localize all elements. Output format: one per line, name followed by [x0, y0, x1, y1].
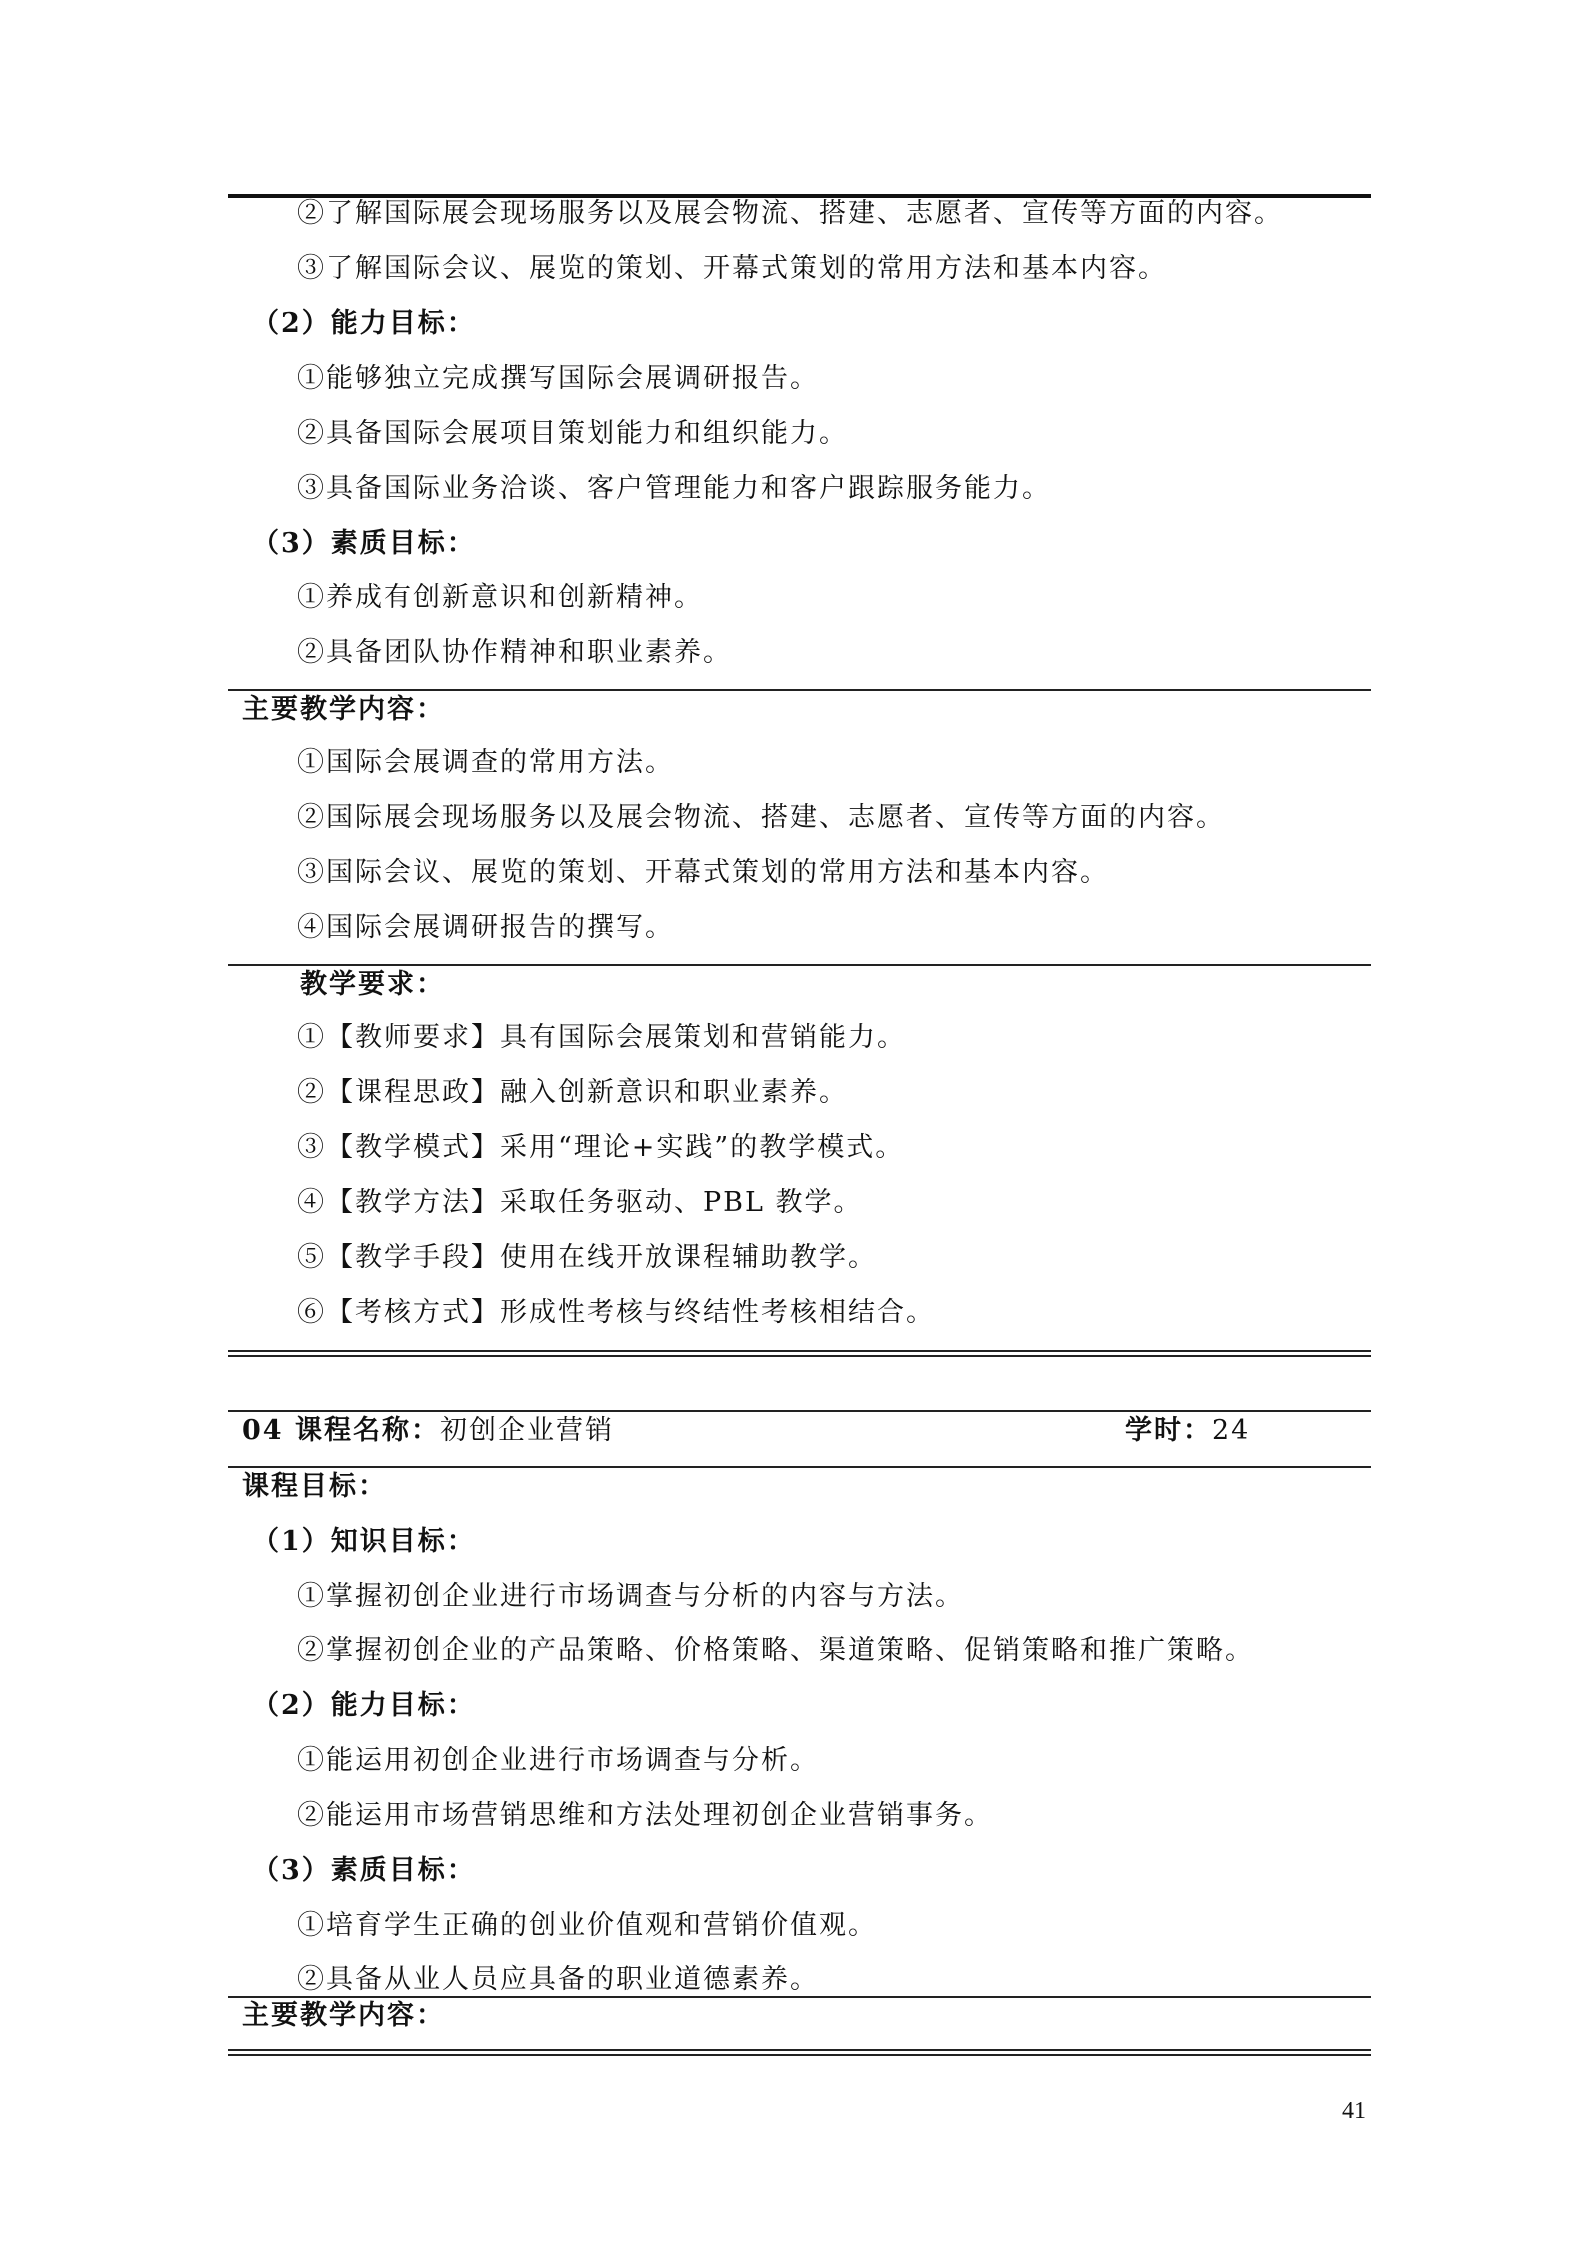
table-bottom-border [228, 2049, 1371, 2056]
content-heading: 主要教学内容： [242, 694, 445, 725]
knowledge-item: ②掌握初创企业的产品策略、价格策略、渠道策略、促销策略和推广策略。 [297, 1635, 1254, 1666]
requirements-heading: 教学要求： [300, 969, 445, 1000]
table-top-border [228, 1410, 1371, 1412]
knowledge-item: ②了解国际展会现场服务以及展会物流、搭建、志愿者、宣传等方面的内容。 [297, 198, 1283, 229]
requirement-item: ④【教学方法】采取任务驱动、PBL 教学。 [297, 1187, 863, 1218]
quality-item: ②具备从业人员应具备的职业道德素养。 [297, 1964, 819, 1995]
row-divider [228, 1466, 1371, 1468]
requirement-item: ⑥【考核方式】形成性考核与终结性考核相结合。 [297, 1297, 935, 1328]
requirement-item: ①【教师要求】具有国际会展策划和营销能力。 [297, 1022, 906, 1053]
knowledge-item: ③了解国际会议、展览的策划、开幕式策划的常用方法和基本内容。 [297, 253, 1167, 284]
hours-value: 24 [1212, 1415, 1251, 1446]
content-item: ④国际会展调研报告的撰写。 [297, 912, 674, 943]
ability-heading: （2）能力目标： [252, 308, 476, 339]
table-bottom-border [228, 1350, 1371, 1357]
course-title-row [242, 1413, 614, 1449]
knowledge-item: ①掌握初创企业进行市场调查与分析的内容与方法。 [297, 1581, 964, 1612]
content-heading: 主要教学内容： [242, 2000, 445, 2031]
requirement-item: ②【课程思政】融入创新意识和职业素养。 [297, 1077, 848, 1108]
ability-item: ②具备国际会展项目策划能力和组织能力。 [297, 418, 848, 449]
ability-item: ③具备国际业务洽谈、客户管理能力和客户跟踪服务能力。 [297, 473, 1051, 504]
ability-item: ①能够独立完成撰写国际会展调研报告。 [297, 363, 819, 394]
row-divider [228, 964, 1371, 966]
objectives-heading: 课程目标： [242, 1471, 387, 1502]
content-item: ①国际会展调查的常用方法。 [297, 747, 674, 778]
course-label: 04 课程名称： [242, 1415, 440, 1446]
ability-item: ①能运用初创企业进行市场调查与分析。 [297, 1745, 819, 1776]
quality-item: ②具备团队协作精神和职业素养。 [297, 637, 732, 668]
content-item: ③国际会议、展览的策划、开幕式策划的常用方法和基本内容。 [297, 857, 1109, 888]
content-item: ②国际展会现场服务以及展会物流、搭建、志愿者、宣传等方面的内容。 [297, 802, 1225, 833]
quality-heading: （3）素质目标： [252, 1855, 476, 1886]
hours-row [1125, 1413, 1250, 1449]
quality-heading: （3）素质目标： [252, 528, 476, 559]
row-divider [228, 689, 1371, 691]
requirement-item: ③【教学模式】采用“理论+实践”的教学模式。 [297, 1132, 905, 1163]
hours-label: 学时： [1125, 1415, 1212, 1446]
page-number: 41 [1342, 2098, 1366, 2124]
quality-item: ①培育学生正确的创业价值观和营销价值观。 [297, 1910, 877, 1941]
knowledge-heading: （1）知识目标： [252, 1526, 476, 1557]
quality-item: ①养成有创新意识和创新精神。 [297, 582, 703, 613]
requirement-item: ⑤【教学手段】使用在线开放课程辅助教学。 [297, 1242, 877, 1273]
course-name: 初创企业营销 [439, 1415, 614, 1446]
ability-item: ②能运用市场营销思维和方法处理初创企业营销事务。 [297, 1800, 993, 1831]
ability-heading: （2）能力目标： [252, 1690, 476, 1721]
